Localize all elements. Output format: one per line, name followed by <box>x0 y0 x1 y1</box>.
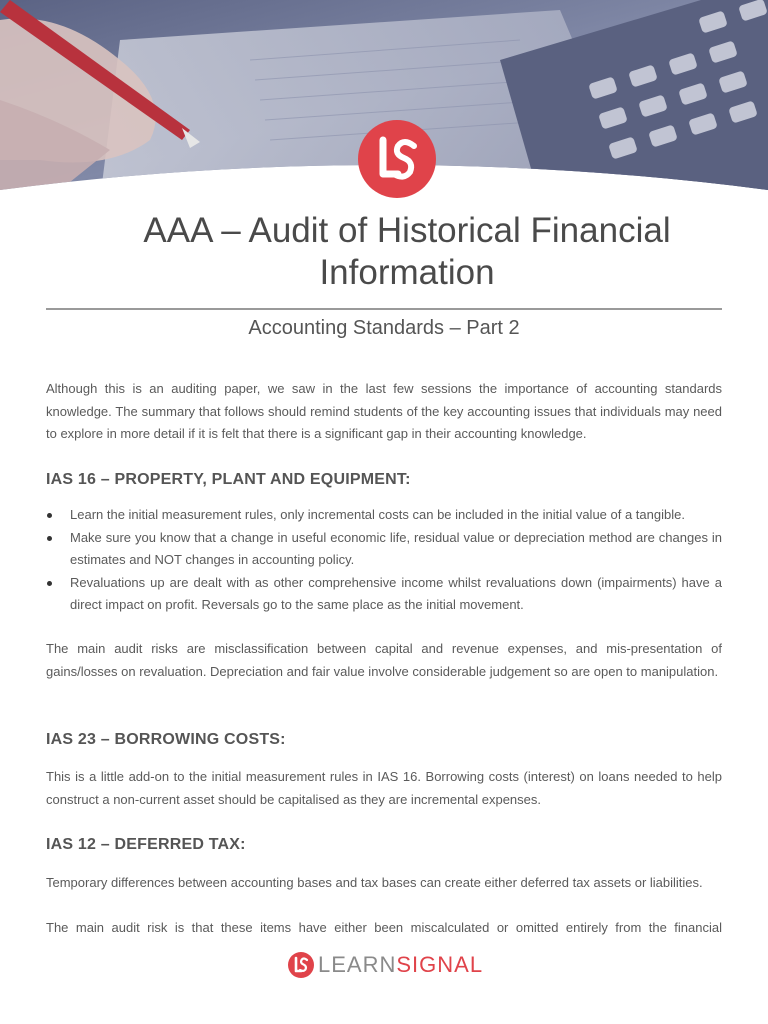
ias16-bullet-list <box>46 504 722 617</box>
list-item: Make sure you know that a change in useful economic life, residual value or depreciation method are changes in estimates and NOT changes in accounting policy. <box>46 527 722 572</box>
section-heading-ias12: IAS 12 – DEFERRED TAX: <box>46 836 246 853</box>
ias12-audit-risk-paragraph: The main audit risk is that these items have either been miscalculated or omitted entirely from the financial <box>46 920 722 935</box>
ias16-audit-risk-paragraph: The main audit risks are misclassification between capital and revenue expenses, and mis-presentation of gains/losses on revaluation. Depreciation and fair value involve considerable judgement so are open to manipulation. <box>46 641 722 679</box>
title-line-2: Information <box>319 253 495 292</box>
ias12-paragraph: Temporary differences between accounting bases and tax bases can create either deferred tax assets or liabilities. <box>46 875 703 890</box>
section-heading-ias23: IAS 23 – BORROWING COSTS: <box>46 731 286 748</box>
bullet-icon <box>47 513 52 518</box>
bullet-icon <box>47 536 52 541</box>
ias23-paragraph: This is a little add-on to the initial measurement rules in IAS 16. Borrowing costs (interest) on loans needed to help construct a non-current asset should be capitalised as they are incremental expenses. <box>46 769 722 807</box>
title-line-1: AAA – Audit of Historical Financial <box>143 211 671 250</box>
list-item: Revaluations up are dealt with as other comprehensive income whilst revaluations down (impairments) have a direct impact on profit. Reversals go to the same place as the initial movement. <box>46 572 722 617</box>
learnsignal-logo-icon <box>358 120 436 198</box>
footer-brand-logo <box>288 951 483 979</box>
section-heading-ias16: IAS 16 – PROPERTY, PLANT AND EQUIPMENT: <box>46 471 411 488</box>
learnsignal-logo-icon <box>288 952 314 978</box>
brand-name-signal: SIGNAL <box>396 952 484 977</box>
document-title <box>90 210 724 294</box>
list-item: Learn the initial measurement rules, only incremental costs can be included in the initial value of a tangible. <box>46 504 722 527</box>
brand-name-learn: LEARN <box>318 952 397 977</box>
title-divider <box>46 308 722 310</box>
bullet-icon <box>47 581 52 586</box>
header-banner <box>0 0 768 200</box>
document-subtitle: Accounting Standards – Part 2 <box>248 317 520 339</box>
intro-paragraph: Although this is an auditing paper, we saw in the last few sessions the importance of accounting standards knowledge. The summary that follows should remind students of the key accounting issues that individuals may need to explore in more detail if it is felt that there is a significant gap in their accounting knowledge. <box>46 381 722 441</box>
